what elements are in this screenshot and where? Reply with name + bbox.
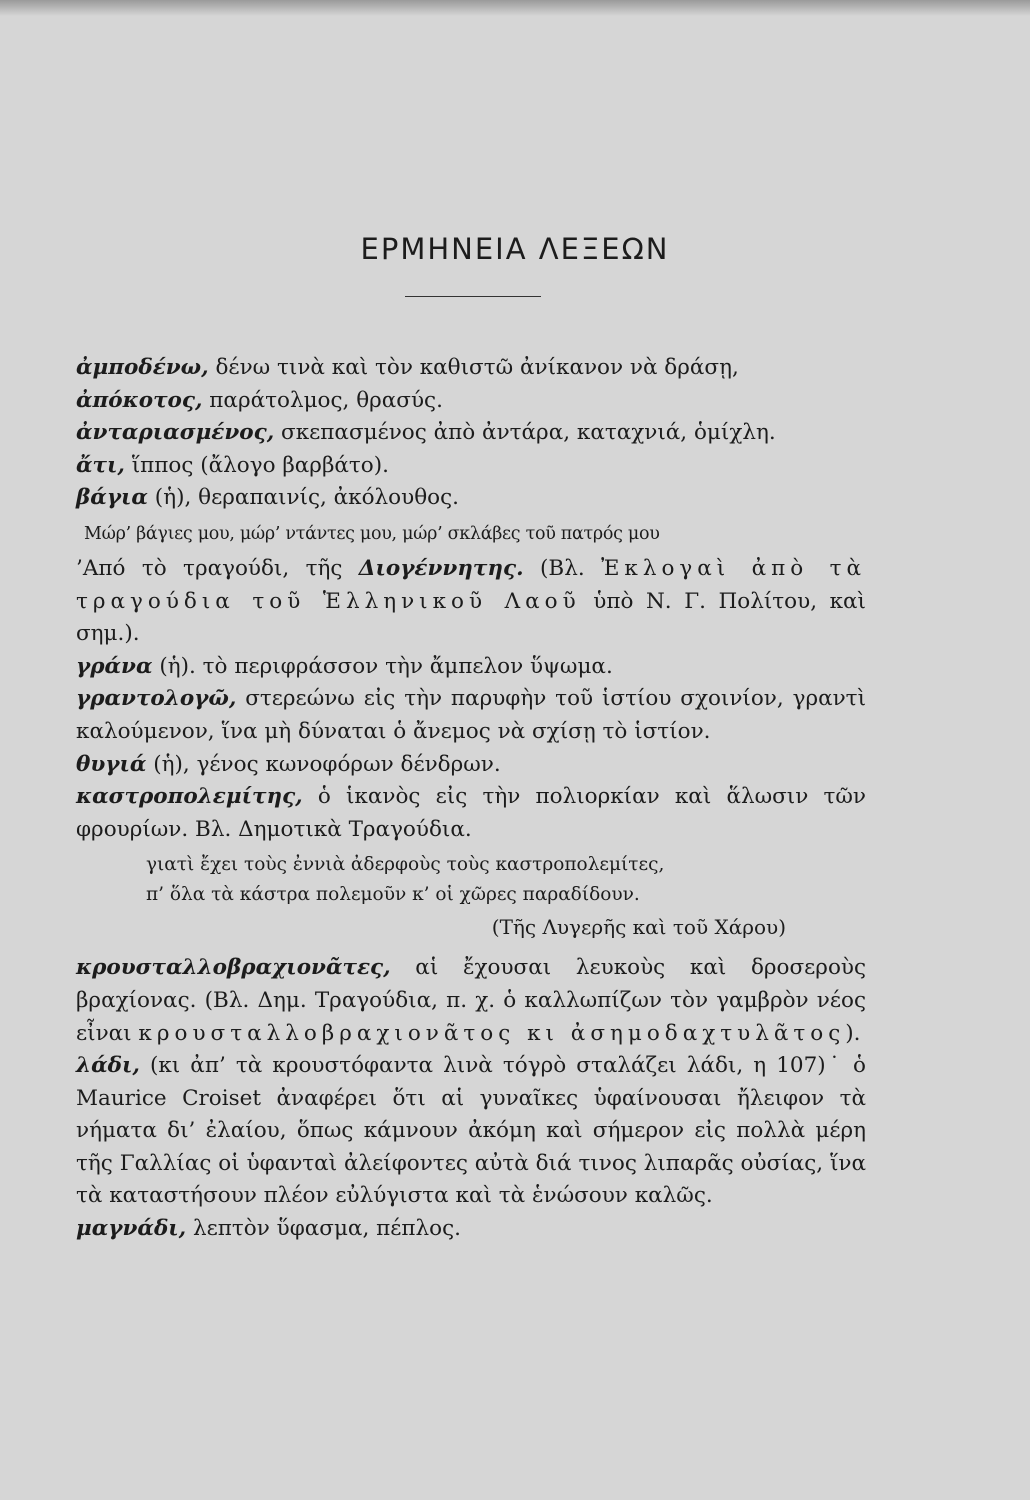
- song-title: Διογέννητης.: [358, 555, 524, 581]
- glossary-entry: [76, 417, 866, 450]
- headword: ἀνταριασμένος,: [76, 420, 275, 446]
- headword: κρουσταλλοβραχιονᾶτες,: [76, 955, 391, 981]
- definition: παράτολμος, θρασύς.: [202, 387, 443, 413]
- spaced-quote: κρουσταλλοβραχιονᾶτος κι ἀσημοδαχτυλᾶτος: [138, 1020, 846, 1046]
- glossary-entry: [76, 1050, 866, 1213]
- definition: στερεώνω εἰς τὴν παρυφὴν τοῦ ἱστίου σχοινίον, γραντὶ καλούμενον, ἵνα μὴ δύναται ὁ ἄνεμος νὰ σχίσῃ τὸ ἱστίον.: [76, 686, 866, 744]
- definition: δένω τινὰ καὶ τὸν καθιστῶ ἀνίκανον νὰ δράσῃ,: [208, 355, 739, 380]
- source-citation: ’Από τὸ τραγούδι, τῆς Διογέννητης. (Βλ. Ἐκλογαὶ ἀπὸ τὰ τραγούδια τοῦ Ἑλληνικοῦ Λαοῦ ὑπὸ Ν. Γ. Πολίτου, καὶ σημ.).: [76, 555, 866, 647]
- glossary-entry: [76, 482, 866, 515]
- glossary-entry: [76, 1213, 866, 1246]
- headword: ἀμποδένω,: [76, 355, 209, 380]
- headword: βάγια: [76, 485, 148, 511]
- headword: ἄτι,: [76, 452, 125, 478]
- glossary-entry: [76, 749, 866, 782]
- headword: μαγνάδι,: [76, 1216, 187, 1242]
- verse-line: π’ ὅλα τὰ κάστρα πολεμοῦν κ’ οἱ χῶρες παραδίδουν.: [146, 884, 640, 906]
- title-rule: [405, 296, 541, 297]
- book-title: Ἐκλογαὶ ἀπὸ τὰ τραγούδια τοῦ Ἑλληνικοῦ Λαοῦ: [76, 555, 866, 614]
- glossary-text: [76, 352, 866, 1246]
- definition: αἱ ἔχουσαι λευκοὺς καὶ δροσεροὺς βραχίονας. (Βλ. Δημ. Τραγούδια, π. χ. ὁ καλλωπίζων τὸν γαμβρὸν νέος εἶναι: [76, 955, 866, 1046]
- verse-line: γιατὶ ἔχει τοὺς ἐννιὰ ἀδερφοὺς τοὺς καστροπολεμίτες,: [146, 854, 665, 876]
- glossary-entry: [76, 352, 866, 385]
- definition: (ἡ). τὸ περιφράσσον τὴν ἄμπελον ὕψωμα.: [152, 653, 613, 679]
- headword: ἀπόκοτος,: [76, 387, 203, 413]
- headword: γραντολογῶ,: [76, 686, 237, 712]
- glossary-entry: [76, 781, 866, 846]
- glossary-entry: κρουσταλλοβραχιονᾶτες, αἱ ἔχουσαι λευκοὺς καὶ δροσεροὺς βραχίονας. (Βλ. Δημ. Τραγούδια, π. χ. ὁ καλλωπίζων τὸν γαμβρὸν νέος εἶναι κρουσταλλοβραχιονᾶτος κι ἀσημοδαχτυλᾶτος).: [76, 955, 866, 1046]
- page-edge-shadow: [0, 0, 1030, 16]
- glossary-entry: [76, 450, 866, 483]
- definition: λεπτὸν ὕφασμα, πέπλος.: [186, 1216, 461, 1242]
- verse-source: (Τῆς Λυγερῆς καὶ τοῦ Χάρου): [491, 915, 786, 940]
- definition: (ἡ), γένος κωνοφόρων δένδρων.: [146, 751, 501, 777]
- glossary-entry: [76, 683, 866, 748]
- headword: θυγιά: [76, 751, 147, 777]
- definition: ὁ ἱκανὸς εἰς τὴν πολιορκίαν καὶ ἅλωσιν τῶν φρουρίων. Βλ. Δημοτικὰ Τραγούδια.: [76, 784, 866, 842]
- headword: γράνα: [76, 653, 153, 679]
- definition: σκεπασμένος ἀπὸ ἀντάρα, καταχνιά, ὁμίχλη.: [274, 420, 776, 446]
- glossary-entry: [76, 651, 866, 684]
- quoted-verse: Μώρ’ βάγιες μου, μώρ’ ντάντες μου, μώρ’ σκλάβες τοῦ πατρός μου: [84, 523, 660, 544]
- page-title: ΕΡΜΗΝΕΙΑ ΛΕΞΕΩΝ: [360, 232, 670, 266]
- definition: (ἡ), θεραπαινίς, ἀκόλουθος.: [147, 485, 459, 511]
- definition: (κι ἀπ’ τὰ κρουστόφαντα λινὰ τόγρὸ σταλάζει λάδι, η 107)˙ ὁ Maurice Croiset ἀναφέρει ὅτι αἱ γυναῖκες ὑφαίνουσαι ἤλειφον τὰ νήματα δι’ ἐλαίου, ὅπως κάμνουν ἀκόμη καὶ σήμερον εἰς πολλὰ μέρη τῆς Γαλλίας οἱ ὑφανταὶ ἀλείφοντες αὐτὰ διά τινος λιπαρᾶς οὐσίας, ἵνα τὰ καταστήσουν πλέον εὐλύγιστα καὶ τὰ ἑνώσουν καλῶς.: [76, 1053, 866, 1209]
- definition: ἵππος (ἄλογο βαρβάτο).: [124, 452, 389, 478]
- headword: καστροπολεμίτης,: [76, 784, 303, 810]
- glossary-entry: [76, 385, 866, 418]
- headword: λάδι,: [76, 1053, 140, 1079]
